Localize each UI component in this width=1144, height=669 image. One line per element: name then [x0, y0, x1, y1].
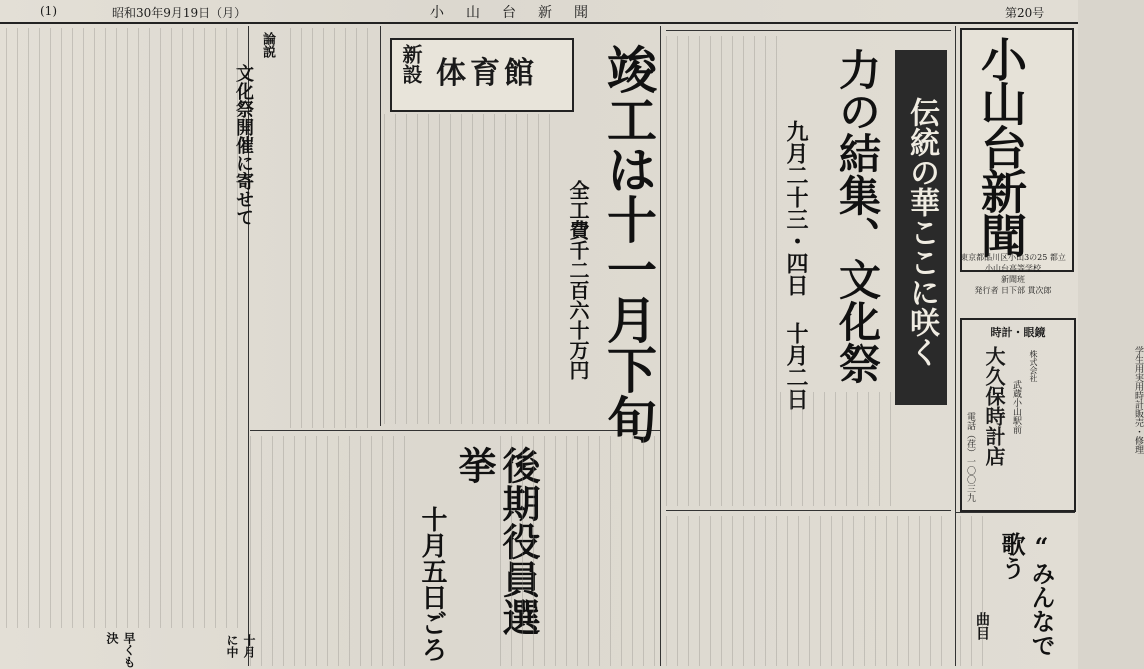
song-subhead: 曲目: [974, 612, 990, 640]
editorial-title: 文化祭開催に寄せて: [233, 64, 254, 226]
bottom-snippet-2: 十月に中: [225, 634, 256, 658]
masthead-title: 小山台新聞: [974, 36, 1028, 256]
gym-box-title: 体育館: [436, 56, 538, 91]
song-headline: “みんなで歌う: [997, 532, 1056, 657]
header-paper-name: 小山台新聞: [430, 5, 610, 21]
masthead-editor: 発行者 日下部 貫次郎: [974, 286, 1052, 295]
section-rule: [955, 512, 1075, 513]
lead-banner: 伝統の華ここに咲く: [895, 50, 947, 405]
column-rule: [380, 26, 381, 426]
page-header: [0, 0, 1078, 24]
box-rule: [666, 30, 951, 31]
column-rule: [660, 26, 661, 666]
masthead-publisher-label: 新聞班: [1001, 275, 1025, 284]
editorial-label: 論説: [260, 32, 275, 58]
body-text-block: [666, 516, 952, 666]
election-subhead: 十月五日ごろ: [417, 506, 447, 662]
body-text-block: [250, 436, 410, 666]
election-headline: 後期役員選挙: [452, 446, 541, 636]
body-text-block: [6, 28, 242, 628]
body-text-block: [666, 36, 778, 506]
ad-category: 時計・眼鏡: [990, 326, 1046, 339]
box-rule: [666, 510, 951, 511]
gym-new-label: 新設: [399, 44, 423, 84]
ad-shop-name: 大久保時計店: [982, 346, 1006, 466]
ad-telephone: 電話（荏）一〇〇三九: [965, 412, 975, 502]
masthead-footer: [958, 252, 1068, 296]
masthead-address: 東京都品川区小山3の25 都立小山台高等学校: [960, 253, 1066, 273]
ad-corp: 株式会社: [1029, 350, 1038, 382]
ad-subtitle: 学生用実用時計販売・修理: [1133, 346, 1143, 454]
body-text-block: [780, 392, 892, 506]
issue-date: 昭和30年9月19日（月）: [112, 6, 247, 20]
bottom-snippet-1: 早くも決: [105, 632, 136, 668]
lead-headline: 力の結集、文化祭: [833, 48, 882, 384]
column-rule: [955, 26, 956, 666]
gym-headline: 竣工は十一月下旬: [599, 44, 658, 444]
page-number: (1): [40, 4, 57, 18]
lead-dates: 九月二十三・四日 十月二日: [783, 120, 809, 410]
body-text-block: [384, 114, 560, 424]
body-text-block: [290, 28, 376, 428]
gym-story-box: [390, 38, 574, 112]
body-text-block: [960, 516, 990, 666]
advertisement: [960, 318, 1143, 512]
issue-number: 第20号: [1005, 6, 1045, 20]
masthead: [960, 28, 1074, 272]
ad-station: 武蔵小山駅前: [1011, 380, 1021, 434]
gym-subhead: 全工費千二百六十万円: [566, 180, 590, 380]
body-text-block: [500, 436, 656, 666]
